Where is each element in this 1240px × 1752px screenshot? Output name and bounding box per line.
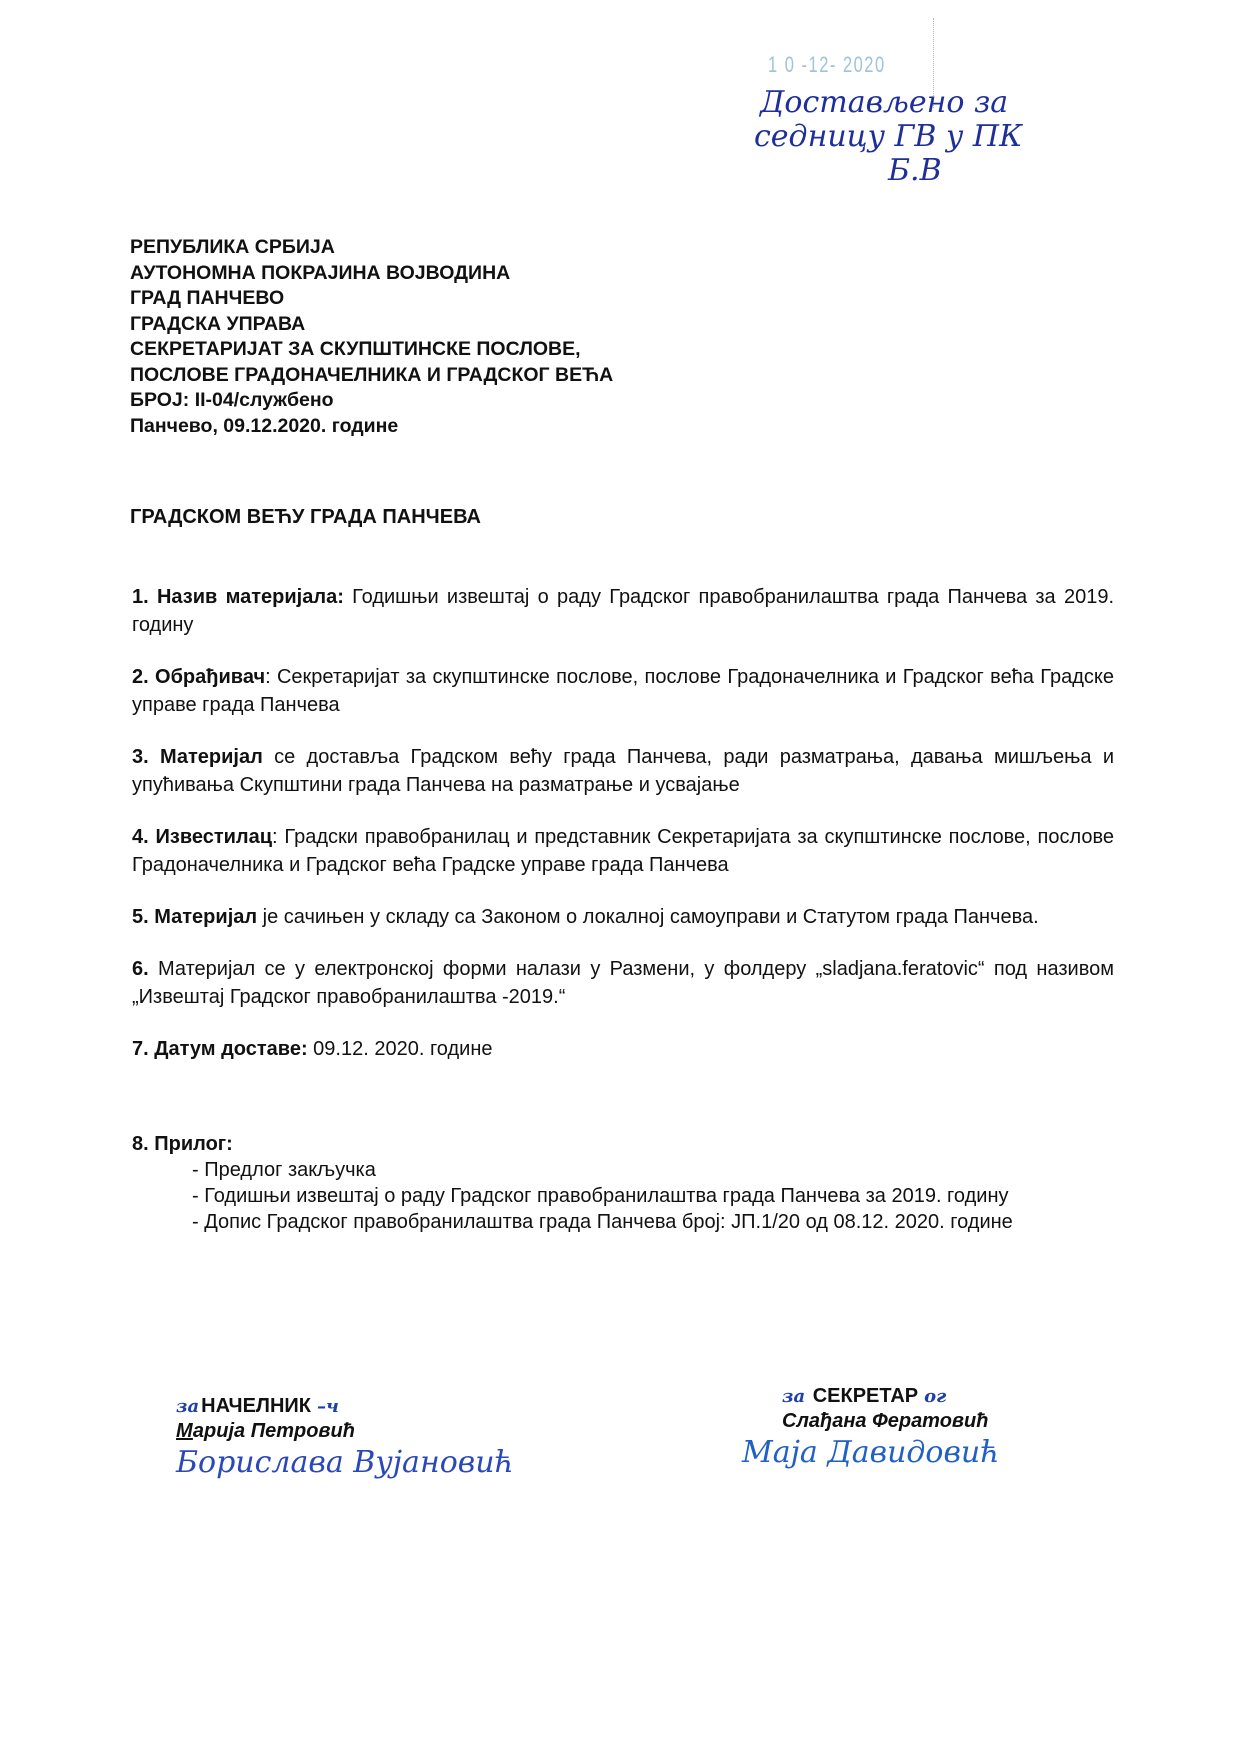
letterhead-secretariat-cont: ПОСЛОВЕ ГРАДОНАЧЕЛНИКА И ГРАДСКОГ ВЕЋА: [130, 363, 614, 386]
item-label: 1. Назив материјала:: [132, 586, 344, 608]
item-text: се доставља Градском већу града Панчева, ради разматрања, давања мишљења и упућивања Скупштини града Панчева на разматрање и усвајање: [132, 746, 1115, 796]
handwritten-note: [754, 85, 1060, 188]
attachments-title: 8. Прилог:: [132, 1133, 233, 1155]
attachments-list: [132, 1157, 1114, 1235]
handwritten-note-line: Достављено за: [760, 85, 1009, 120]
item-text: Годишњи извештај о раду Градског правобранилаштва града Панчева за 2019. годину: [132, 586, 1115, 636]
item-text: : Секретаријат за скупштинске послове, послове Градоначелника и Градског већа Градске управе града Панчева: [132, 666, 1115, 716]
items-list: [132, 583, 1114, 1235]
item-electronic-location: [132, 955, 1114, 1011]
attachment-item: - Допис Градског правобранилаштва града Панчева број: ЈП.1/20 од 08.12. 2020. године: [192, 1211, 1013, 1233]
item-text: : Градски правобранилац и представник Секретаријата за скупштинске послове, послове Градоначелника и Градског већа Градске управе града Панчева: [132, 826, 1115, 876]
item-legal-basis: [132, 903, 1114, 931]
reference-number: БРОЈ: II-04/службено: [130, 389, 334, 411]
attachment-item: - Годишњи извештај о раду Градског правобранилаштва града Панчева за 2019. годину: [192, 1185, 1009, 1207]
item-processor: [132, 663, 1114, 719]
letterhead-administration: ГРАДСКА УПРАВА: [130, 312, 306, 335]
handwritten-note-line: седницу ГВ у ПК: [754, 119, 1023, 154]
item-text: је сачињен у складу са Законом о локалној самоуправи и Статутом града Панчева.: [257, 906, 1039, 928]
handwritten-flourish: ог: [924, 1386, 947, 1407]
signature-block-head: [176, 1394, 514, 1480]
item-material-name: [132, 583, 1114, 639]
letterhead-city: ГРАД ПАНЧЕВО: [130, 287, 285, 309]
handwritten-signature: Борислава Вујановић: [176, 1445, 514, 1480]
item-label: 6.: [132, 958, 149, 980]
handwritten-flourish: –ч: [316, 1396, 339, 1417]
signature-block-secretary: [742, 1384, 1000, 1470]
addressee: ГРАДСКОМ ВЕЋУ ГРАДА ПАНЧЕВА: [130, 506, 481, 528]
signatory-role: СЕКРЕТАР: [812, 1385, 919, 1407]
item-label: 2. Обрађивач: [132, 666, 266, 688]
letterhead-secretariat: СЕКРЕТАРИЈАТ ЗА СКУПШТИНСКЕ ПОСЛОВЕ,: [130, 338, 581, 360]
item-label: 5. Материјал: [132, 906, 258, 928]
signatory-role: НАЧЕЛНИК: [201, 1395, 311, 1417]
item-label: 3. Материјал: [132, 746, 263, 768]
letterhead-country: РЕПУБЛИКА СРБИЈА: [130, 236, 335, 258]
attachment-item: - Предлог закључка: [192, 1159, 376, 1181]
handwritten-note-initials: Б.В: [888, 153, 942, 188]
item-label: 4. Известилац: [132, 826, 273, 848]
handwritten-signature: Маја Давидовић: [742, 1435, 1000, 1470]
handwritten-za: за: [176, 1396, 200, 1417]
letterhead-province: АУТОНОМНА ПОКРАЈИНА ВОЈВОДИНА: [130, 261, 511, 284]
item-text: 09.12. 2020. године: [307, 1038, 493, 1060]
signatory-name: Марија Петровић: [176, 1420, 355, 1442]
item-rapporteur: [132, 823, 1114, 879]
letterhead: [130, 235, 613, 439]
place-date: Панчево, 09.12.2020. године: [130, 414, 399, 437]
item-text: Материјал се у електронској форми налази у Размени, у фолдеру „sladjana.feratovic“ под називом „Извештај Градског правобранилаштва -2019.“: [132, 958, 1114, 1008]
signatory-name: Слађана Ферaтовић: [782, 1410, 989, 1432]
item-label: 7. Датум доставе:: [132, 1038, 308, 1060]
received-date-stamp: 1 0 -12- 2020: [768, 52, 886, 77]
item-delivery-date: [132, 1035, 1114, 1063]
handwritten-za: за: [782, 1386, 806, 1407]
item-material-delivery: [132, 743, 1114, 799]
